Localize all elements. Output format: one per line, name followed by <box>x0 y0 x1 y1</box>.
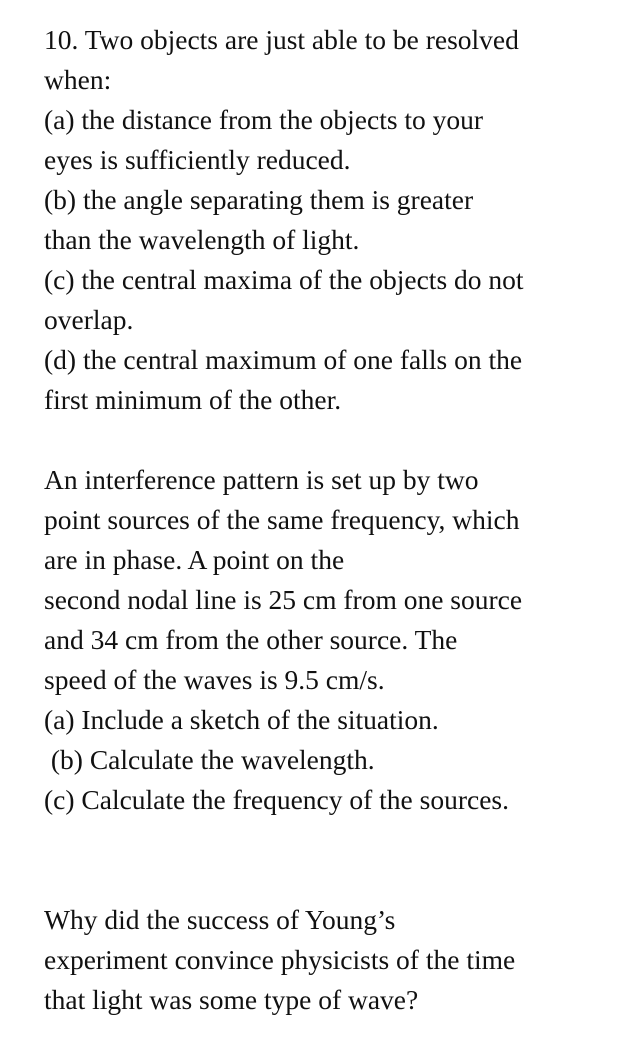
text-line: point sources of the same frequency, which <box>44 504 520 535</box>
text-line: second nodal line is 25 cm from one source <box>44 584 523 615</box>
text-line: first minimum of the other. <box>44 384 342 415</box>
text-line: are in phase. A point on the <box>44 544 345 575</box>
text-line: (d) the central maximum of one falls on the <box>44 344 523 375</box>
text-line: 10. Two objects are just able to be resolved <box>44 24 519 55</box>
text-line: (b) the angle separating them is greater <box>44 184 474 215</box>
text-line: that light was some type of wave? <box>44 984 419 1015</box>
text-line: (a) Include a sketch of the situation. <box>44 704 439 735</box>
paragraph-gap <box>44 420 610 460</box>
text-line: speed of the waves is 9.5 cm/s. <box>44 664 385 695</box>
text-line: An interference pattern is set up by two <box>44 464 479 495</box>
text-line: overlap. <box>44 304 134 335</box>
text-line: experiment convince physicists of the time <box>44 944 516 975</box>
interference-question <box>44 460 610 820</box>
paragraph-gap <box>44 820 610 900</box>
question-10 <box>44 20 610 420</box>
text-line: (a) the distance from the objects to your <box>44 104 484 135</box>
text-line: eyes is sufficiently reduced. <box>44 144 351 175</box>
text-line: Why did the success of Young’s <box>44 904 396 935</box>
young-question <box>44 900 610 1020</box>
text-line: when: <box>44 64 112 95</box>
text-line: (c) Calculate the frequency of the sources. <box>44 784 509 815</box>
text-line: than the wavelength of light. <box>44 224 360 255</box>
document-page <box>44 20 610 1020</box>
text-line: and 34 cm from the other source. The <box>44 624 458 655</box>
text-line: (c) the central maxima of the objects do not <box>44 264 524 295</box>
text-line: (b) Calculate the wavelength. <box>44 744 375 775</box>
